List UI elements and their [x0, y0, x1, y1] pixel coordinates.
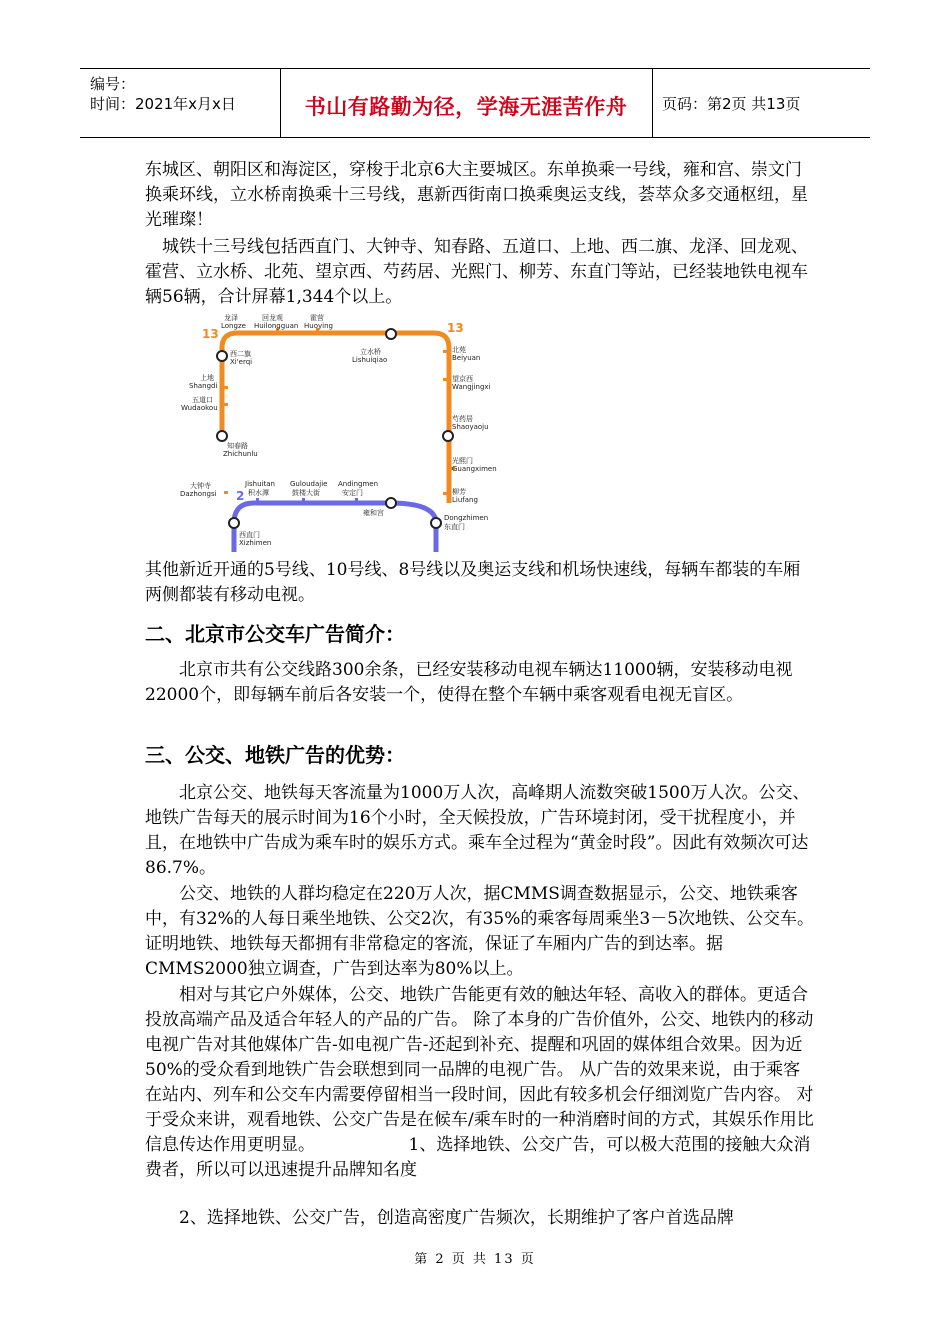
station-label: Beiyuan — [452, 354, 481, 362]
header-motto-cell — [280, 69, 653, 137]
header-page-number: 页码：第2页 共13页 — [662, 95, 801, 113]
station-label: 柳芳 — [452, 488, 466, 496]
station-label: 知春路 — [227, 442, 248, 450]
station-label: Guangximen — [452, 465, 497, 473]
page-footer: 第 2 页 共 13 页 — [414, 1252, 536, 1267]
station-label: 光熙门 — [452, 457, 473, 465]
station-label: Shaoyaoju — [452, 423, 489, 431]
paragraph-7 — [145, 983, 815, 1183]
station-label: 雍和宫 — [363, 509, 384, 517]
line-13-number: 13 — [202, 327, 219, 341]
line-13-number: 13 — [447, 321, 464, 335]
header-info-cell — [80, 69, 281, 137]
paragraph-3 — [145, 558, 815, 608]
station-label: Longze — [221, 322, 246, 330]
station-label: Jishuitan — [245, 480, 275, 488]
paragraph-5 — [145, 781, 815, 881]
line-2-number: 2 — [236, 489, 245, 503]
station-label: Guloudajie — [290, 480, 328, 488]
station-dongzhimen-marker — [431, 518, 441, 528]
station-label: 安定门 — [342, 489, 363, 497]
station-label: 东直门 — [444, 523, 465, 531]
station-label: 大钟寺 — [190, 482, 211, 490]
station-label: 立水桥 — [360, 348, 381, 356]
paragraph-text: 公交、地铁的人群均稳定在220万人次，据CMMS调查数据显示，公交、地铁乘客中，有32%的人每日乘坐地铁、公交2次，有35%的乘客每周乘坐3－5次地铁、公交车。证明地铁、地铁每天都拥有非常稳定的客流，保证了车厢内广告的到达率。据CMMS2000独立调查，广告到达率为80%以上。 — [145, 884, 815, 979]
station-yonghegong-marker — [386, 498, 396, 508]
station-label: 望京西 — [452, 375, 473, 383]
station-label: 回龙观 — [262, 314, 283, 322]
station-label: Shangdi — [189, 382, 218, 390]
station-label: 西直门 — [239, 531, 260, 539]
station-label: Xi'erqi — [230, 358, 253, 366]
doc-date-label: 时间：2021年x月x日 — [90, 95, 236, 113]
station-label: Wudaokou — [181, 404, 218, 412]
station-label: Huilongguan — [254, 322, 299, 330]
header-motto: 书山有路勤为径，学海无涯苦作舟 — [304, 95, 628, 119]
station-label: Dongzhimen — [444, 514, 489, 522]
station-label: 芍药居 — [452, 415, 473, 423]
line-13-stop-ticks — [224, 328, 455, 495]
station-label: 北苑 — [452, 346, 466, 354]
paragraph-6 — [145, 882, 815, 982]
station-label: 上地 — [200, 374, 214, 382]
line-13-track — [222, 333, 449, 503]
paragraph-1 — [145, 158, 815, 233]
page-header — [80, 68, 870, 138]
paragraph-8 — [145, 1206, 815, 1231]
station-label: 西二旗 — [230, 350, 251, 358]
station-lishuiqiao-marker — [386, 329, 396, 339]
paragraph-text: 2、选择地铁、公交广告，创造高密度广告频次，长期维护了客户首选品牌 — [179, 1208, 734, 1228]
header-page-cell — [652, 69, 870, 137]
station-label: 龙泽 — [224, 314, 238, 322]
station-label: Xizhimen — [239, 539, 272, 547]
doc-code-label: 编号： — [90, 75, 136, 93]
station-label: Huoying — [304, 322, 333, 330]
station-label: Liufang — [452, 496, 478, 504]
station-label: 霍营 — [310, 314, 324, 322]
station-shaoyaoju-marker — [443, 431, 453, 441]
section-heading-3 — [145, 743, 815, 768]
paragraph-text: 北京公交、地铁每天客流量为1000万人次，高峰期人流数突破1500万人次。公交、地铁广告每天的展示时间为16个小时，全天候投放，广告环境封闭，受干扰程度小，并且，在地铁中广告成为乘车时的娱乐方式。乘车全过程为“黄金时段”。因此有效频次可达86.7%。 — [145, 783, 810, 878]
station-label: Zhichunlu — [223, 450, 258, 458]
station-label: 鼓楼大街 — [292, 489, 320, 497]
station-label: Andingmen — [338, 480, 379, 488]
paragraph-text: 其他新近开通的5号线、10号线、8号线以及奥运支线和机场快速线，每辆车都装的车厢两侧都装有移动电视。 — [145, 560, 801, 605]
station-xierqi-marker — [217, 351, 227, 361]
paragraph-4 — [145, 658, 815, 708]
subway-line-map — [172, 308, 512, 553]
paragraph-text: 东城区、朝阳区和海淀区，穿梭于北京6大主要城区。东单换乘一号线，雍和宫、崇文门换乘环线，立水桥南换乘十三号线，惠新西街南口换乘奥运支线，荟萃众多交通枢纽，星光璀璨！ — [145, 160, 808, 230]
section-heading: 三、公交、地铁广告的优势： — [145, 743, 405, 767]
paragraph-text: 城铁十三号线包括西直门、大钟寺、知春路、五道口、上地、西二旗、龙泽、回龙观、霍营、立水桥、北苑、望京西、芍药居、光熙门、柳芳、东直门等站，已经装地铁电视车辆56辆，合计屏幕1,344个以上。 — [145, 237, 808, 307]
station-xizhimen-marker — [229, 518, 239, 528]
station-label: 五道口 — [192, 396, 213, 404]
section-heading-2 — [145, 622, 815, 647]
station-zhichunlu-marker — [217, 431, 227, 441]
station-label: Dazhongsi — [180, 490, 217, 498]
paragraph-2 — [145, 235, 815, 310]
station-label: 积水潭 — [248, 489, 269, 497]
paragraph-text: 相对与其它户外媒体，公交、地铁广告能更有效的触达年轻、高收入的群体。更适合投放高端产品及适合年轻人的产品的广告。 除了本身的广告价值外，公交、地铁内的移动电视广告对其他媒体广告-如电视广告-还起到补充、提醒和巩固的媒体组合效果。因为近50%的受众看到地铁广告会联想到同一品牌的电视广告。 从广告的效果来说，由于乘客在站内、列车和公交车内需要停留相当一段时间，因此有较多机会仔细浏览广告内容。 对于受众来讲，观看地铁、公交广告是在候车/乘车时的一种消磨时间的方式，其娱乐作用比信息传达作用更明显。 1、选择地铁、公交广告，可以极大范围的接触大众消费者，所以可以迅速提升品牌知名度 — [145, 985, 814, 1180]
station-label: Wangjingxi — [452, 383, 491, 391]
station-label: Lishuiqiao — [352, 356, 388, 364]
paragraph-text: 北京市共有公交线路300余条，已经安装移动电视车辆达11000辆，安装移动电视22000个，即每辆车前后各安装一个，使得在整个车辆中乘客观看电视无盲区。 — [145, 660, 793, 705]
section-heading: 二、北京市公交车广告简介： — [145, 622, 405, 646]
